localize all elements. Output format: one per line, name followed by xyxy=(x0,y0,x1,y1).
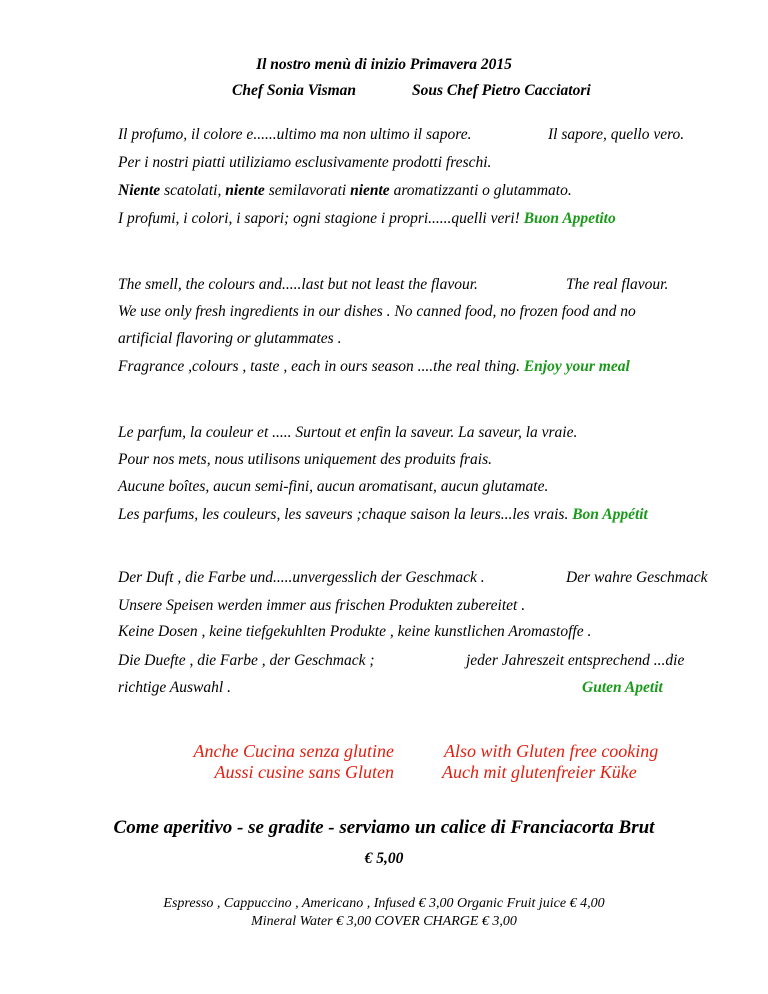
french-line-4-text: Les parfums, les couleurs, les saveurs ;chaque saison la leurs...les vrais. xyxy=(118,506,573,523)
french-line-1: Le parfum, la couleur et ..... Surtout et enfin la saveur. La saveur, la vraie. xyxy=(118,424,578,441)
italian-line-4-text: I profumi, i colori, i sapori; ogni stagione i propri......quelli veri! xyxy=(118,210,524,227)
english-line-4-text: Fragrance ,colours , taste , each in ours season ....the real thing. xyxy=(118,358,524,375)
german-greeting: Guten Apetit xyxy=(582,679,663,696)
italian-niente-3: niente xyxy=(350,182,390,199)
english-line-3: artificial flavoring or glutammates . xyxy=(118,330,342,347)
italian-line-1a: Il profumo, il colore e......ultimo ma non ultimo il sapore. xyxy=(118,126,472,143)
italian-niente-1: Niente xyxy=(118,182,161,199)
english-line-4 xyxy=(118,358,630,376)
chef-name: Chef Sonia Visman xyxy=(232,82,357,99)
aperitivo-price: € 5,00 xyxy=(364,850,404,867)
german-line-5: richtige Auswahl . xyxy=(118,679,231,696)
footer-drinks-line: Espresso , Cappuccino , Americano , Infused € 3,00 Organic Fruit juice € 4,00 xyxy=(163,896,605,911)
gluten-french: Aussi cusine sans Gluten xyxy=(214,762,394,782)
german-line-1b: Der wahre Geschmack xyxy=(566,569,708,586)
aperitivo-offer: Come aperitivo - se gradite - serviamo un calice di Franciacorta Brut xyxy=(113,817,655,838)
french-greeting: Bon Appétit xyxy=(572,506,648,523)
italian-greeting: Buon Appetito xyxy=(523,210,616,227)
italian-line-3-text-2: semilavorati xyxy=(264,182,351,199)
english-line-1b: The real flavour. xyxy=(566,276,669,293)
footer-cover-charge-line: Mineral Water € 3,00 COVER CHARGE € 3,00 xyxy=(251,914,517,929)
gluten-english: Also with Gluten free cooking xyxy=(444,741,659,761)
italian-line-3-text-1: scatolati, xyxy=(160,182,226,199)
italian-line-4 xyxy=(118,210,616,228)
french-line-3: Aucune boîtes, aucun semi-fini, aucun aromatisant, aucun glutamate. xyxy=(118,478,549,495)
italian-niente-2: niente xyxy=(225,182,265,199)
english-line-2: We use only fresh ingredients in our dishes . No canned food, no frozen food and no xyxy=(118,303,636,320)
gluten-italian: Anche Cucina senza glutine xyxy=(193,741,394,761)
german-line-4a: Die Duefte , die Farbe , der Geschmack ; xyxy=(118,652,375,669)
italian-line-1b: Il sapore, quello vero. xyxy=(548,126,685,143)
english-greeting: Enjoy your meal xyxy=(523,358,630,375)
german-line-3: Keine Dosen , keine tiefgekuhlten Produkte , keine kunstlichen Aromastoffe . xyxy=(118,623,592,640)
italian-line-3 xyxy=(118,182,572,200)
english-line-1a: The smell, the colours and.....last but not least the flavour. xyxy=(118,276,478,293)
french-line-2: Pour nos mets, nous utilisons uniquement des produits frais. xyxy=(118,451,493,468)
menu-title: Il nostro menù di inizio Primavera 2015 xyxy=(256,56,512,73)
italian-line-3-text-3: aromatizzanti o glutammato. xyxy=(389,182,572,199)
german-line-2: Unsere Speisen werden immer aus frischen Produkten zubereitet . xyxy=(118,597,526,614)
german-line-1a: Der Duft , die Farbe und.....unvergesslich der Geschmack . xyxy=(118,569,485,586)
italian-line-2: Per i nostri piatti utiliziamo esclusivamente prodotti freschi. xyxy=(118,154,492,171)
sous-chef-name: Sous Chef Pietro Cacciatori xyxy=(412,82,591,99)
french-line-4 xyxy=(118,506,648,524)
gluten-german: Auch mit glutenfreier Küke xyxy=(442,762,637,782)
german-line-4b: jeder Jahreszeit entsprechend ...die xyxy=(466,652,685,669)
